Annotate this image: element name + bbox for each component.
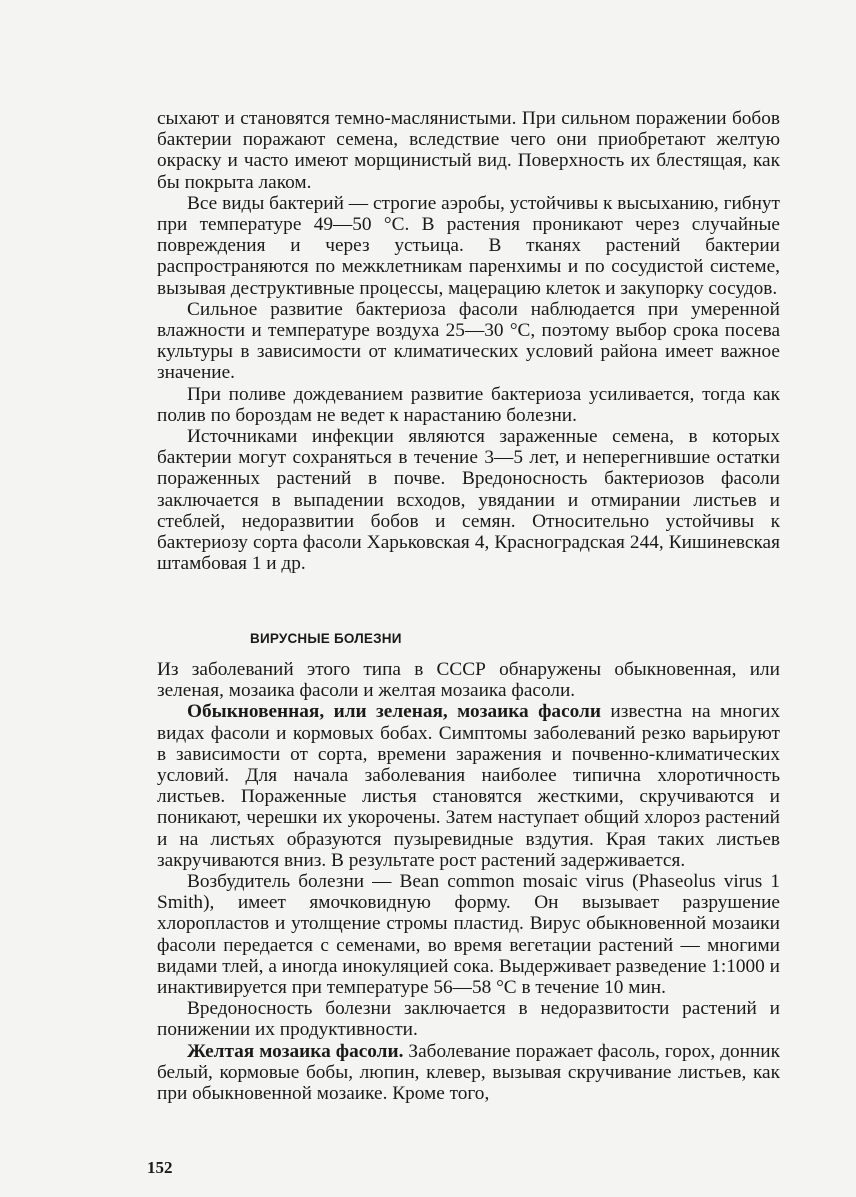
- term-bold: Желтая мозаика фасоли.: [187, 1040, 404, 1062]
- section-heading: ВИРУСНЫЕ БОЛЕЗНИ: [250, 631, 402, 646]
- paragraph: [157, 701, 780, 871]
- text-block-viral: [157, 659, 780, 1104]
- paragraph: [157, 1041, 780, 1105]
- paragraph: Вредоносность болезни заключается в недоразвитости растений и понижении их продуктивности.: [157, 998, 780, 1041]
- paragraph: Возбудитель болезни — Bean common mosaic virus (Phaseolus virus 1 Smith), имеет ямочковидную форму. Он вызывает разрушение хлоропластов и утолщение стромы пластид. Вирус обыкновенной мозаики фасоли передается с семенами, во время вегетации растений — многими видами тлей, а иногда инокуляцией сока. Выдерживает разведение 1:1000 и инактивируется при температуре 56—58 °С в течение 10 мин.: [157, 871, 780, 999]
- paragraph: сыхают и становятся темно-маслянистыми. При сильном поражении бобов бактерии поражают семена, вследствие чего они приобретают желтую окраску и часто имеют морщинистый вид. Поверхность их блестящая, как бы покрыта лаком.: [157, 108, 780, 193]
- paragraph-text: известна на многих видах фасоли и кормовых бобах. Симптомы заболеваний резко варьируют в зависимости от сорта, времени заражения и почвенно-климатических условий. Для начала заболевания наиболее типична хлоротичность листьев. Пораженные листья становятся жесткими, скручиваются и поникают, черешки их укорочены. Затем наступает общий хлороз растений и на листьях образуются пузыревидные вздутия. Края таких листьев закручиваются вниз. В результате рост растений задерживается.: [157, 701, 780, 871]
- paragraph: Источниками инфекции являются зараженные семена, в которых бактерии могут сохраняться в течение 3—5 лет, и неперегнившие остатки пораженных растений в почве. Вредоносность бактериозов фасоли заключается в выпадении всходов, увядании и отмирании листьев и стеблей, недоразвитии бобов и семян. Относительно устойчивы к бактериозу сорта фасоли Харьковская 4, Красноградская 244, Кишиневская штамбовая 1 и др.: [157, 426, 780, 575]
- term-bold: Обыкновенная, или зеленая, мозаика фасоли: [187, 701, 601, 723]
- paragraph: Из заболеваний этого типа в СССР обнаружены обыкновенная, или зеленая, мозаика фасоли и желтая мозаика фасоли.: [157, 659, 780, 702]
- text-block-bacterial: [157, 108, 780, 574]
- paragraph: Все виды бактерий — строгие аэробы, устойчивы к высыханию, гибнут при температуре 49—50 °С. В растения проникают через случайные повреждения и через устьица. В тканях растений бактерии распространяются по межклетникам паренхимы и по сосудистой системе, вызывая деструктивные процессы, мацерацию клеток и закупорку сосудов.: [157, 192, 780, 299]
- paragraph: При поливе дождеванием развитие бактериоза усиливается, тогда как полив по бороздам не ведет к нарастанию болезни.: [157, 383, 780, 426]
- paragraph-text: Заболевание поражает фасоль, горох, донник белый, кормовые бобы, люпин, клевер, вызывая скручивание листьев, как при обыкновенной мозаике. Кроме того,: [157, 1040, 780, 1105]
- page-number: 152: [147, 1158, 173, 1177]
- paragraph: Сильное развитие бактериоза фасоли наблюдается при умеренной влажности и температуре воздуха 25—30 °С, поэтому выбор срока посева культуры в зависимости от климатических условий района имеет важное значение.: [157, 298, 780, 384]
